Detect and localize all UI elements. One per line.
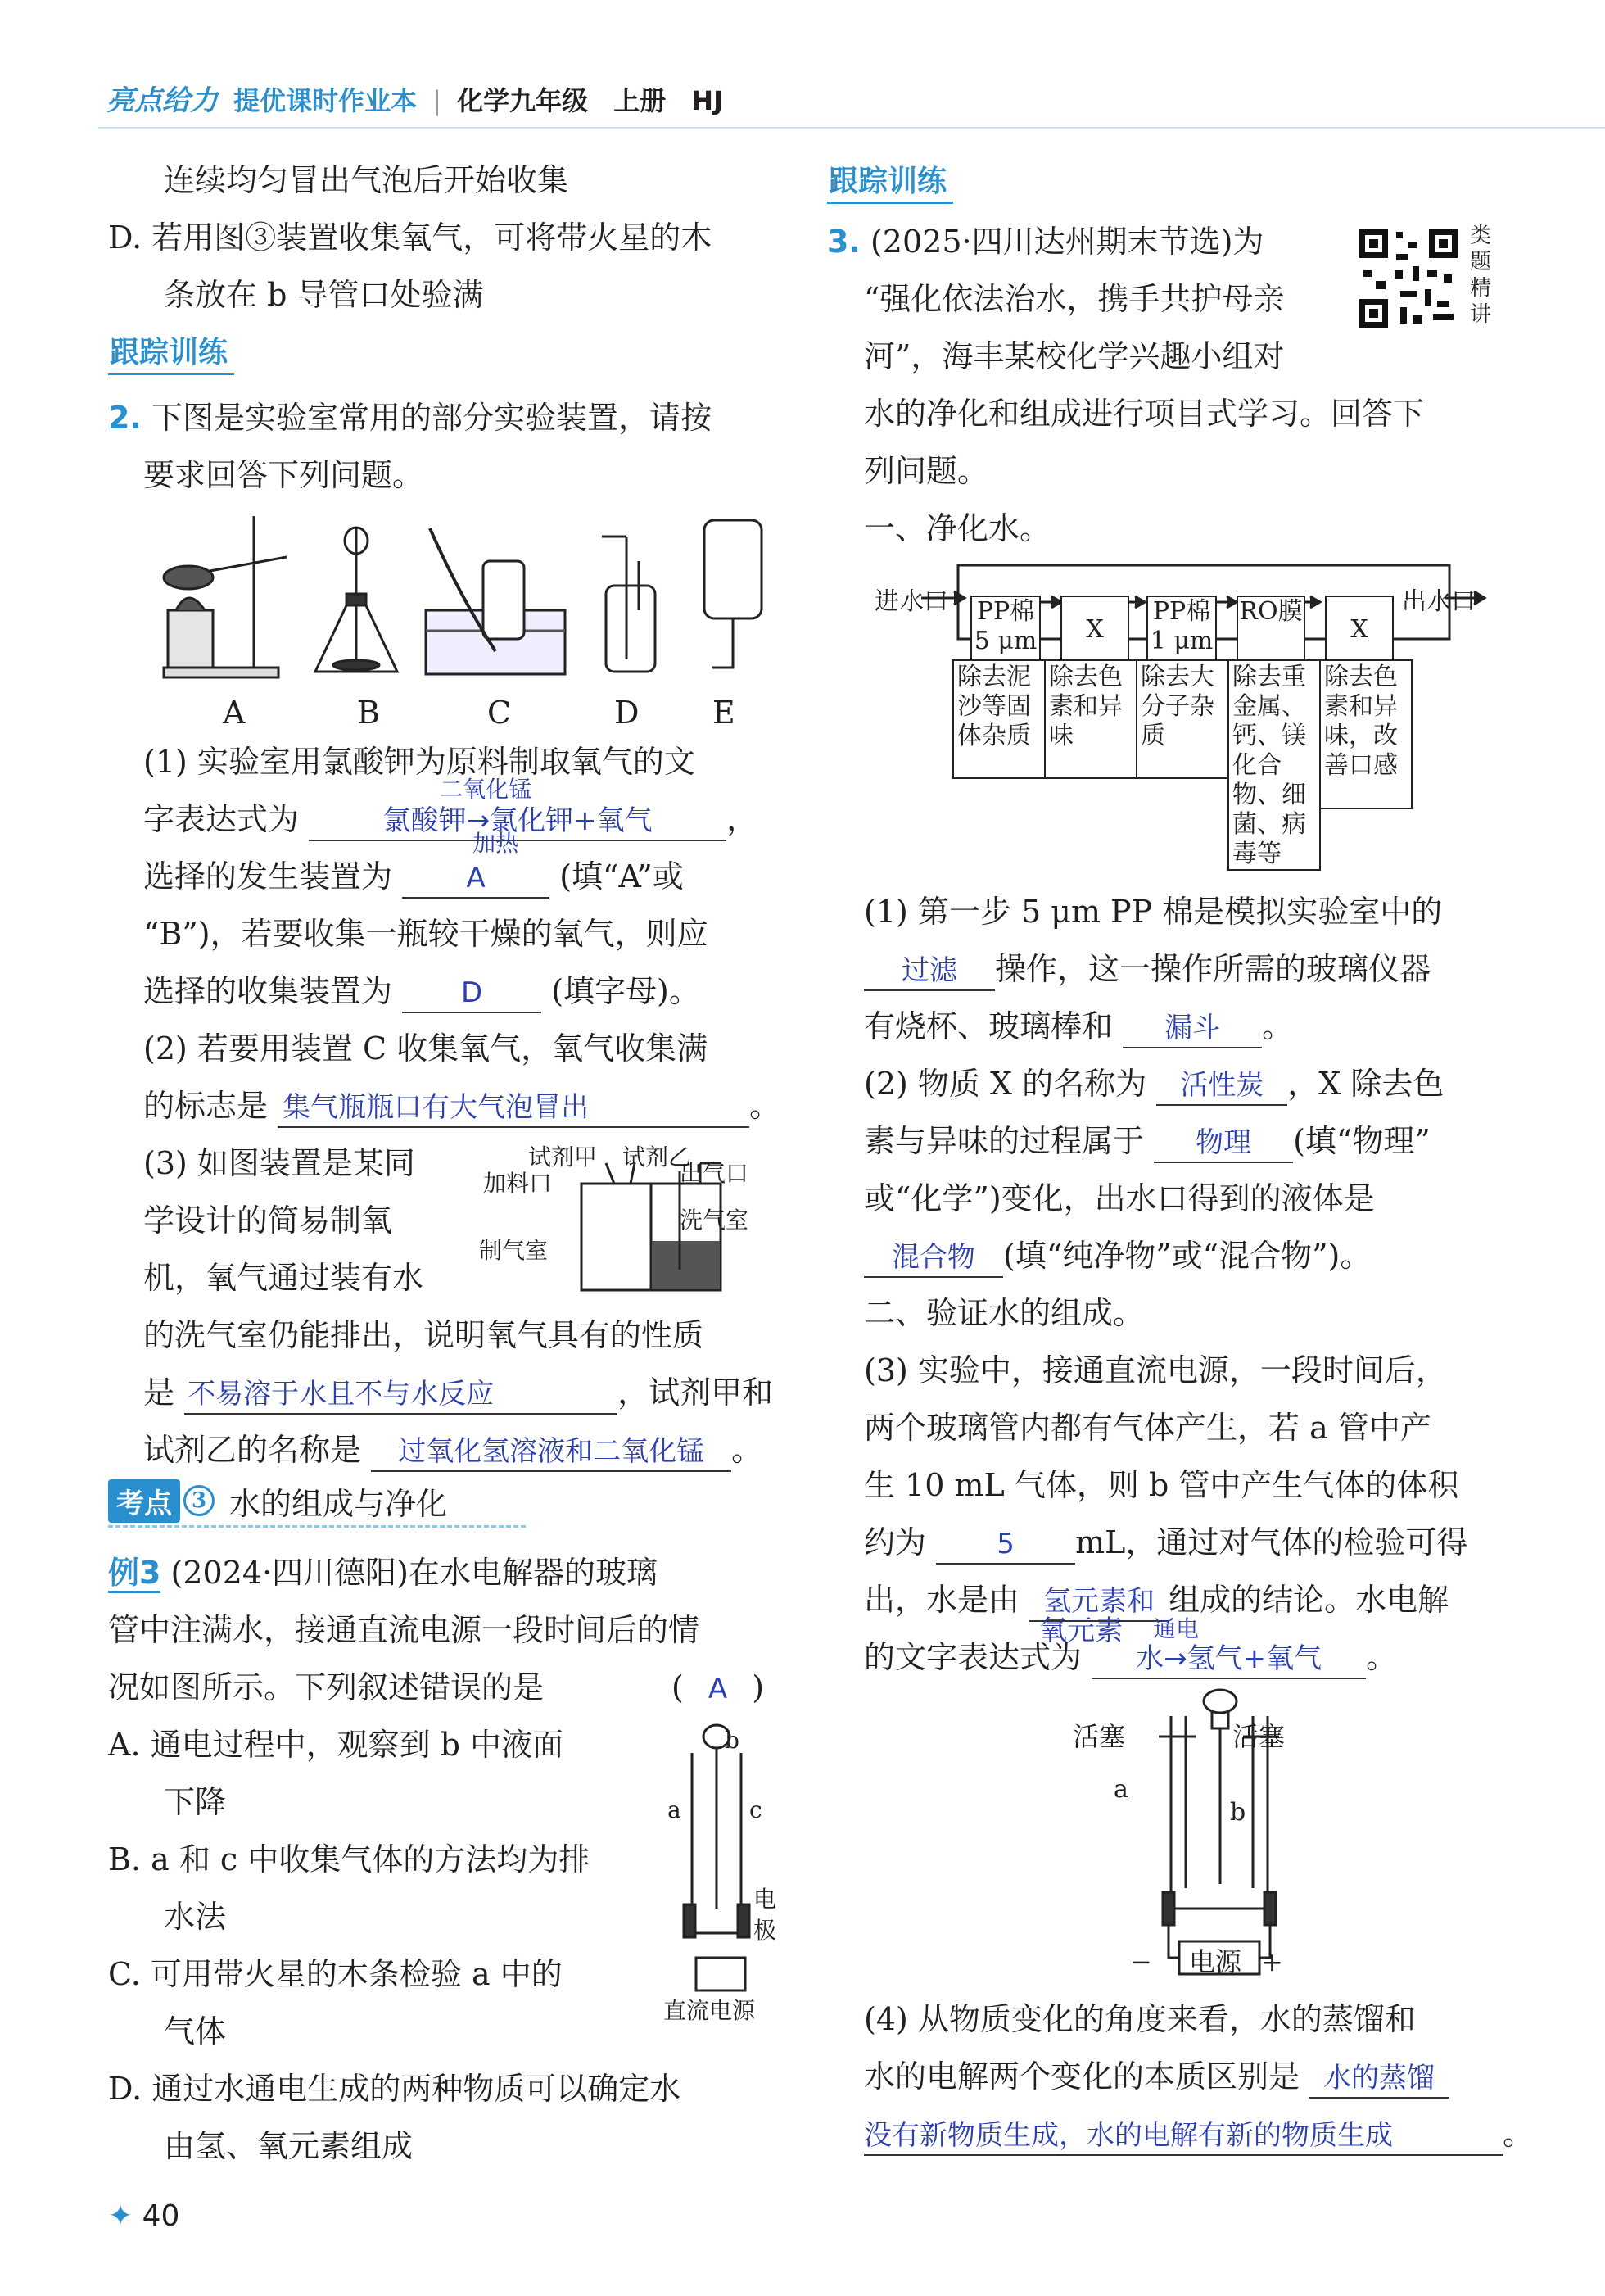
- page-header: 亮点给力 提优课时作业本 | 化学九年级 上册 HJ: [106, 84, 723, 117]
- q3-3-line4-suffix: mL，通过对气体的检验可得: [1075, 1524, 1468, 1560]
- volume-title: 上册: [613, 85, 667, 116]
- q2-1-catalyst-label: 二氧化锰: [440, 776, 532, 803]
- elec2-tap-left: 活塞: [1073, 1721, 1126, 1752]
- q3-2-line4: (填“纯净物”或“混合物”)。: [1003, 1238, 1372, 1274]
- elec2-minus: −: [1130, 1946, 1152, 1977]
- q2-1-line1: (1) 实验室用氯酸钾为原料制取氧气的文: [143, 744, 695, 780]
- q3-4-line2-prefix: 水的电解两个变化的本质区别是: [864, 2058, 1300, 2094]
- q3-3-answer1: 5: [997, 1528, 1015, 1560]
- q3-2-line1-prefix: (2) 物质 X 的名称为: [864, 1066, 1147, 1102]
- question-3-line4: 水的净化和组成进行项目式学习。回答下: [864, 396, 1425, 432]
- label-feed-port: 加料口: [483, 1170, 553, 1197]
- q3-1-line3: 有烧杯、玻璃棒和: [864, 1008, 1114, 1044]
- flow-note-2: 除去色素和异味: [1044, 659, 1137, 779]
- example-3-answer: A: [708, 1673, 728, 1705]
- q3-3-line6-prefix: 的文字表达式为: [864, 1639, 1083, 1675]
- q3-3-line5-suffix: 组成的结论。水电解: [1169, 1582, 1449, 1618]
- q2-1-answer3: D: [461, 976, 483, 1009]
- label-reagent-b: 试剂乙: [622, 1143, 692, 1171]
- kaodian-heading: [108, 1479, 447, 1523]
- example-3-line1: (2024·四川德阳)在水电解器的玻璃: [170, 1555, 658, 1591]
- flow-box-pp1: PP棉 1 μm: [1146, 596, 1217, 664]
- apparatus-label-d: D: [614, 695, 640, 731]
- part1-heading: 一、净化水。: [864, 510, 1051, 546]
- q2-3-answer2: 过氧化氢溶液和二氧化锰: [398, 1435, 705, 1468]
- flow-box-x1: X: [1060, 596, 1129, 664]
- apparatus-label-e: E: [712, 695, 735, 731]
- q2-2-line1: (2) 若要用装置 C 收集氧气，氧气收集满: [143, 1030, 708, 1066]
- flow-box-ro: RO膜: [1237, 596, 1305, 664]
- q3-3-condition: 通电: [1153, 1615, 1200, 1642]
- prev-option-continuation: 连续均匀冒出气泡后开始收集: [164, 162, 569, 198]
- question-3-line2: “强化依法治水，携手共护母亲: [864, 281, 1285, 317]
- q2-3-line3: 机，氧气通过装有水: [143, 1260, 424, 1296]
- apparatus-b: [315, 528, 397, 672]
- q2-1-line3-prefix: 选择的发生装置为: [143, 858, 393, 894]
- q2-3-answer1: 不易溶于水且不与水反应: [188, 1378, 495, 1411]
- q3-3-answer3: 水→氢气+氧气: [1136, 1642, 1322, 1675]
- q3-1-answer1: 过滤: [902, 954, 957, 987]
- q3-1-answer2: 漏斗: [1164, 1012, 1221, 1044]
- elec-label-electrode: 电极: [753, 1886, 777, 1944]
- q3-4-answer1: 水的蒸馏: [1323, 2062, 1435, 2094]
- kaodian-title: 水的组成与净化: [229, 1485, 448, 1522]
- example-3-option-b2: 水法: [164, 1899, 227, 1935]
- label-gas-chamber: 制气室: [479, 1237, 549, 1264]
- q2-2-answer: 集气瓶瓶口有大气泡冒出: [283, 1091, 590, 1124]
- elec-label-c: c: [749, 1796, 762, 1823]
- elec2-label-b: b: [1230, 1798, 1246, 1827]
- flow-box-pp5: PP棉 5 μm: [970, 596, 1041, 664]
- question-3-line3: 河”，海丰某校化学兴趣小组对: [864, 338, 1285, 374]
- example-3-option-c1: C. 可用带火星的木条检验 a 中的: [108, 1956, 563, 1992]
- q3-3-answer2a: 氢元素和: [1043, 1585, 1155, 1618]
- elec2-plus: +: [1261, 1946, 1283, 1977]
- apparatus-d: [602, 537, 655, 672]
- apparatus-c: [426, 528, 565, 674]
- flow-note-4: 除去重金属、钙、镁化合物、细菌、病毒等: [1227, 659, 1321, 871]
- example-3-paren-right: ): [752, 1669, 765, 1705]
- q2-1-line4: “B”)，若要收集一瓶较干燥的氧气，则应: [143, 916, 708, 952]
- q3-2-answer3: 混合物: [892, 1241, 975, 1274]
- apparatus-label-c: C: [487, 695, 512, 731]
- apparatus-a: [164, 516, 287, 677]
- kaodian-number: 3: [183, 1485, 215, 1516]
- example-3-option-a2: 下降: [164, 1784, 227, 1820]
- label-reagent-a: 试剂甲: [528, 1143, 598, 1171]
- page-number-text: 40: [142, 2199, 180, 2233]
- q3-2-line2-prefix: 素与异味的过程属于: [864, 1123, 1145, 1159]
- label-wash-chamber: 洗气室: [680, 1207, 749, 1234]
- q2-3-line6-prefix: 试剂乙的名称是: [143, 1432, 362, 1468]
- elec-label-power: 直流电源: [663, 1997, 756, 2024]
- prev-option-d-line2: 条放在 b 导管口处验满: [164, 277, 484, 313]
- q3-3-answer2b: 氧元素: [1039, 1614, 1124, 1647]
- example-3-line3: 况如图所示。下列叙述错误的是: [108, 1669, 545, 1705]
- flow-outlet-label: 出水口: [1402, 587, 1476, 616]
- elec2-label-a: a: [1114, 1775, 1128, 1804]
- example-3-option-a1: A. 通电过程中，观察到 b 中液面: [108, 1727, 564, 1763]
- part2-heading: 二、验证水的组成。: [864, 1295, 1145, 1331]
- elec-label-b: b: [725, 1727, 739, 1754]
- elec-label-a: a: [667, 1796, 681, 1823]
- example-3-option-d1: D. 通过水通电生成的两种物质可以确定水: [108, 2071, 681, 2107]
- prev-option-d-line1: D. 若用图③装置收集氧气，可将带火星的木: [108, 220, 712, 256]
- q3-2-answer1: 活性炭: [1180, 1069, 1264, 1102]
- q3-4-line1: (4) 从物质变化的角度来看，水的蒸馏和: [864, 2001, 1416, 2037]
- section-track-training-1: 跟踪训练: [108, 329, 234, 375]
- q2-1-answer2: A: [466, 862, 486, 894]
- question-2-number: 2.: [108, 400, 142, 436]
- q3-1-line1: (1) 第一步 5 μm PP 棉是模拟实验室中的: [864, 894, 1443, 930]
- question-3-line5: 列问题。: [864, 453, 989, 489]
- apparatus-e: [704, 520, 762, 668]
- q2-1-heat-label: 加热: [472, 830, 519, 857]
- q2-1-line3-suffix: (填“A”或: [559, 858, 684, 894]
- question-3-line1: (2025·四川达州期末节选)为: [870, 224, 1264, 260]
- q3-2-answer2: 物理: [1196, 1126, 1252, 1159]
- q2-1-line5-prefix: 选择的收集装置为: [143, 973, 393, 1009]
- q3-3-line3: 生 10 mL 气体，则 b 管中产生气体的体积: [864, 1467, 1459, 1503]
- edition-title: HJ: [691, 85, 723, 116]
- flow-note-3: 除去大分子杂质: [1136, 659, 1229, 779]
- q3-2-line1-suffix: ，X 除去色: [1287, 1066, 1444, 1102]
- example-3-option-b1: B. a 和 c 中收集气体的方法均为排: [108, 1841, 590, 1877]
- q3-2-line3: 或“化学”)变化，出水口得到的液体是: [864, 1180, 1375, 1216]
- q3-1-line2: 操作，这一操作所需的玻璃仪器: [995, 951, 1431, 987]
- example-3-paren-left: (: [671, 1669, 684, 1705]
- example-3-line2: 管中注满水，接通直流电源一段时间后的情: [108, 1612, 700, 1648]
- q2-3-line2: 学设计的简易制氧: [143, 1202, 393, 1239]
- q2-3-line4: 的洗气室仍能排出，说明氧气具有的性质: [143, 1317, 704, 1353]
- q2-1-answer: 氯酸钾→氯化钾+氧气: [382, 804, 653, 837]
- subject-title: 化学九年级: [457, 85, 589, 116]
- example-3-tag: 例3: [108, 1555, 160, 1593]
- elec2-tap-right: 活塞: [1232, 1721, 1286, 1752]
- question-2-stem-line2: 要求回答下列问题。: [143, 457, 424, 493]
- q2-1-line2-prefix: 字表达式为: [143, 801, 300, 837]
- q3-4-answer2: 没有新物质生成，水的电解有新的物质生成: [864, 2119, 1393, 2152]
- page-number: ✦ 40: [108, 2199, 180, 2233]
- q3-2-line2-suffix: (填“物理”: [1293, 1123, 1431, 1159]
- apparatus-label-a: A: [223, 695, 246, 731]
- kaodian-tag: 考点: [108, 1479, 180, 1523]
- q3-3-line2: 两个玻璃管内都有气体产生，若 a 管中产: [864, 1410, 1431, 1446]
- section-track-training-2: 跟踪训练: [827, 158, 953, 204]
- q2-3-line5-suffix: ，试剂甲和: [617, 1374, 774, 1411]
- flow-note-1: 除去泥沙等固体杂质: [952, 659, 1046, 779]
- q2-1-line5-suffix: (填字母)。: [551, 973, 700, 1009]
- label-gas-outlet: 出气口: [680, 1160, 749, 1187]
- q2-1-answer-blank: [309, 776, 726, 857]
- q3-3-line5-prefix: 出，水是由: [864, 1582, 1020, 1618]
- flow-note-5: 除去色素和异味，改善口感: [1319, 659, 1413, 809]
- flow-box-x2: X: [1325, 596, 1394, 664]
- example-3-option-c2: 气体: [164, 2013, 227, 2049]
- series-title: 提优课时作业本: [233, 85, 418, 116]
- question-3-number: 3.: [827, 224, 861, 260]
- brand-logo: 亮点给力: [106, 84, 218, 117]
- q3-3-line4-prefix: 约为: [864, 1524, 927, 1560]
- qr-code-icon[interactable]: [1355, 225, 1462, 332]
- flow-inlet-label: 进水口: [875, 587, 948, 616]
- q3-3-line1: (3) 实验中，接通直流电源，一段时间后，: [864, 1352, 1447, 1388]
- elec2-power-label: 电源: [1189, 1946, 1242, 1977]
- apparatus-label-b: B: [357, 695, 380, 731]
- example-3-option-d2: 由氢、氧元素组成: [164, 2128, 414, 2164]
- q2-2-line2-prefix: 的标志是: [143, 1088, 269, 1124]
- question-2-stem-line1: 下图是实验室常用的部分实验装置，请按: [151, 400, 712, 436]
- q2-3-line1: (3) 如图装置是某同: [143, 1145, 415, 1181]
- qr-caption: 类 题 精 讲: [1470, 224, 1492, 327]
- q2-3-line5-prefix: 是: [143, 1374, 175, 1411]
